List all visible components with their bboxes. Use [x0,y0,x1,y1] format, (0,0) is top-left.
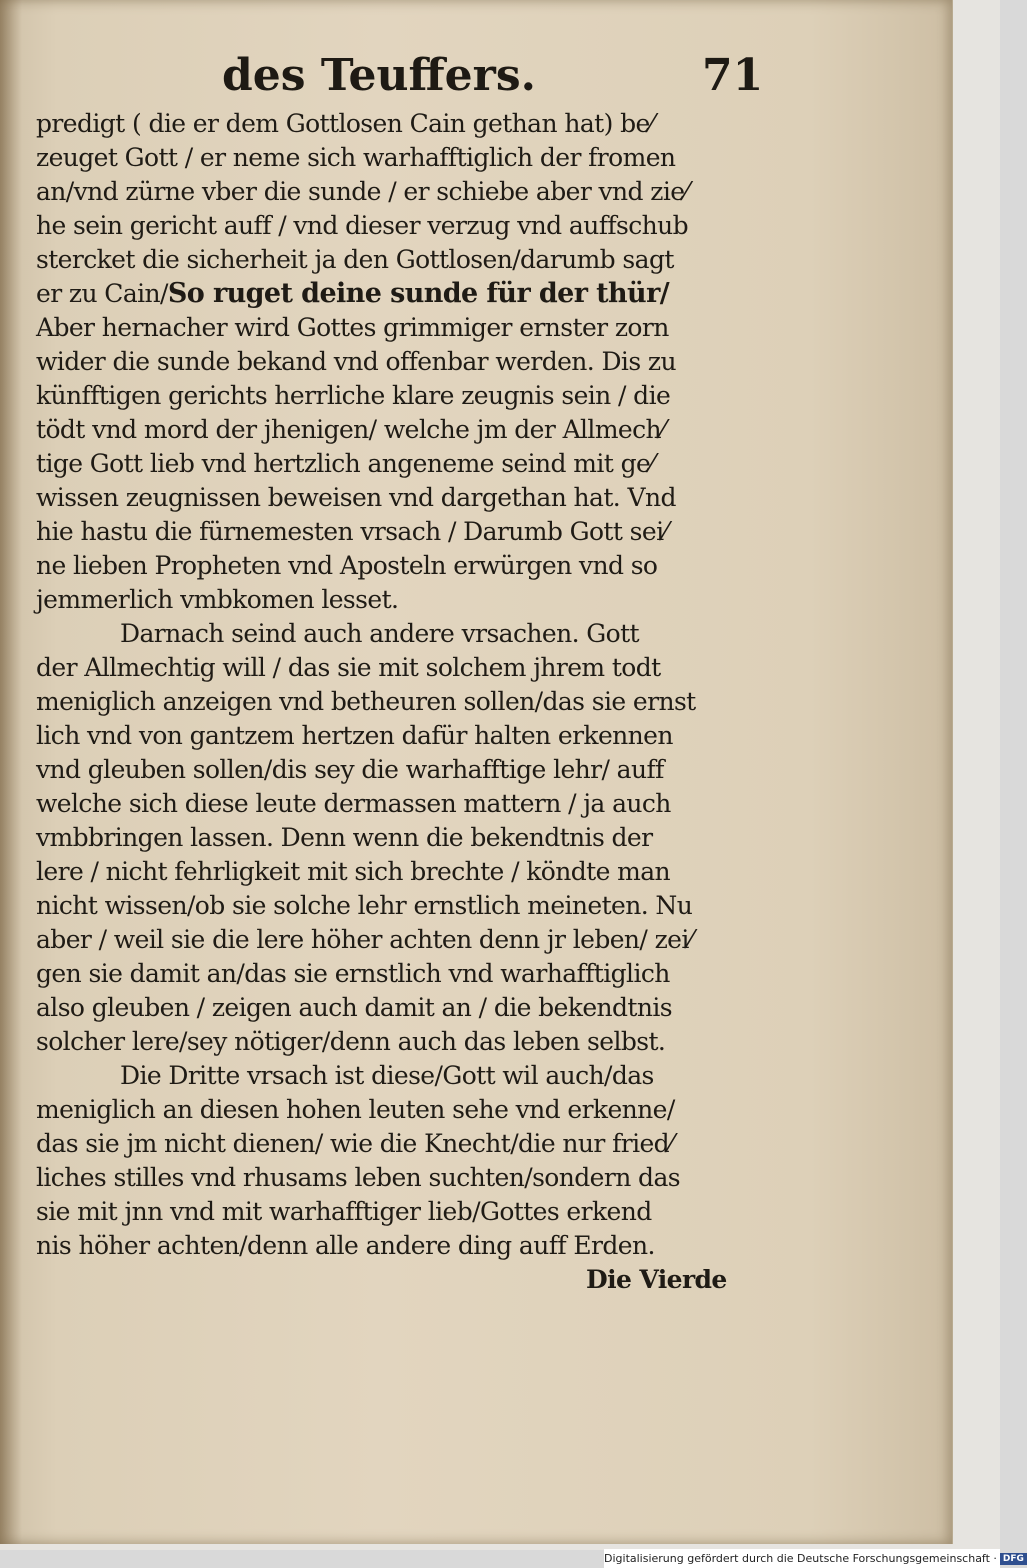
text-line [36,379,766,413]
text-line [36,617,766,651]
text-line-content: nis höher achten/denn alle andere ding auff Erden. [36,1231,655,1260]
text-line [36,1093,766,1127]
text-line-content: solcher lere/sey nötiger/denn auch das leben selbst. [36,1027,666,1056]
text-line [36,1025,766,1059]
text-line [36,141,766,175]
text-line-content: hie hastu die fürnemesten vrsach / Darumb Gott sei⁄ [36,517,668,546]
text-line [36,277,766,311]
text-line-content: Aber hernacher wird Gottes grimmiger ernster zorn [36,313,669,342]
text-line-content: ne lieben Propheten vnd Aposteln erwürgen vnd so [36,551,658,580]
text-line [36,1161,766,1195]
text-line [36,1127,766,1161]
text-line [36,787,766,821]
text-line-content: Darnach seind auch andere vrsachen. Gott [120,619,639,648]
text-line-content: predigt ( die er dem Gottlosen Cain gethan hat) be⁄ [36,109,654,138]
running-title: des Teuffers. [222,50,536,101]
text-line [36,719,766,753]
body-text [36,107,766,1297]
text-line-content: stercket die sicherheit ja den Gottlosen/darumb sagt [36,245,674,274]
text-line [36,1229,766,1263]
text-line-content: nicht wissen/ob sie solche lehr ernstlich meineten. Nu [36,891,693,920]
text-line-content: sie mit jnn vnd mit warhafftiger lieb/Gottes erkend [36,1197,652,1226]
text-line-content: das sie jm nicht dienen/ wie die Knecht/die nur fried⁄ [36,1129,673,1158]
text-line [36,345,766,379]
text-line-content: an/vnd zürne vber die sunde / er schiebe aber vnd zie⁄ [36,177,689,206]
text-line [36,1195,766,1229]
credit-text: Digitalisierung gefördert durch die Deutsche Forschungsgemeinschaft · [604,1552,997,1565]
text-line-content: Die Dritte vrsach ist diese/Gott wil auch/das [120,1061,654,1090]
digitization-credit [604,1549,1024,1568]
text-line-content: meniglich anzeigen vnd betheuren sollen/das sie ernst [36,687,696,716]
text-line [36,651,766,685]
catchword: Die Vierde [586,1265,727,1294]
text-line [36,209,766,243]
text-line [36,957,766,991]
text-line [36,107,766,141]
text-line [36,753,766,787]
text-line [36,515,766,549]
text-line [36,1059,766,1093]
text-line-content: vmbbringen lassen. Denn wenn die bekendtnis der [36,823,653,852]
text-line [36,855,766,889]
text-line [36,481,766,515]
text-line-content: lere / nicht fehrligkeit mit sich brechte / köndte man [36,857,671,886]
text-line [36,889,766,923]
text-line-content: aber / weil sie die lere höher achten denn jr leben/ zei⁄ [36,925,693,954]
text-line-content: wissen zeugnissen beweisen vnd dargethan hat. Vnd [36,483,676,512]
text-line-content: liches stilles vnd rhusams leben suchten/sondern das [36,1163,680,1192]
text-line-content: zeuget Gott / er neme sich warhafftiglich der fromen [36,143,676,172]
text-line [36,923,766,957]
text-line [36,991,766,1025]
text-line-content: tige Gott lieb vnd hertzlich angeneme seind mit ge⁄ [36,449,654,478]
page-header [0,48,952,108]
text-line-content: welche sich diese leute dermassen mattern / ja auch [36,789,671,818]
text-line-content: gen sie damit an/das sie ernstlich vnd warhafftiglich [36,959,670,988]
text-line-content: vnd gleuben sollen/dis sey die warhafftige lehr/ auff [36,755,664,784]
page-number: 71 [702,50,764,101]
text-line-content: lich vnd von gantzem hertzen dafür halten erkennen [36,721,673,750]
text-line-content: der Allmechtig will / das sie mit solchem jhrem todt [36,653,661,682]
text-line-content: wider die sunde bekand vnd offenbar werden. Dis zu [36,347,676,376]
text-line-content: tödt vnd mord der jhenigen/ welche jm der Allmech⁄ [36,415,665,444]
text-line [36,447,766,481]
text-line [36,413,766,447]
text-line [36,549,766,583]
text-line-content: künfftigen gerichts herrliche klare zeugnis sein / die [36,381,671,410]
text-line [36,583,766,617]
text-line-content: also gleuben / zeigen auch damit an / die bekendtnis [36,993,672,1022]
text-line [36,311,766,345]
text-line-content: er zu Cain/ [36,279,168,308]
text-line-content: meniglich an diesen hohen leuten sehe vnd erkenne/ [36,1095,675,1124]
emphasized-phrase: So ruget deine sunde für der thür/ [167,278,669,309]
text-line [36,685,766,719]
dfg-logo: DFG [1000,1553,1027,1565]
text-line [36,175,766,209]
text-line-content: he sein gericht auff / vnd dieser verzug vnd auffschub [36,211,689,240]
text-line [36,821,766,855]
text-line-content: jemmerlich vmbkomen lesset. [36,585,399,614]
text-line [36,243,766,277]
